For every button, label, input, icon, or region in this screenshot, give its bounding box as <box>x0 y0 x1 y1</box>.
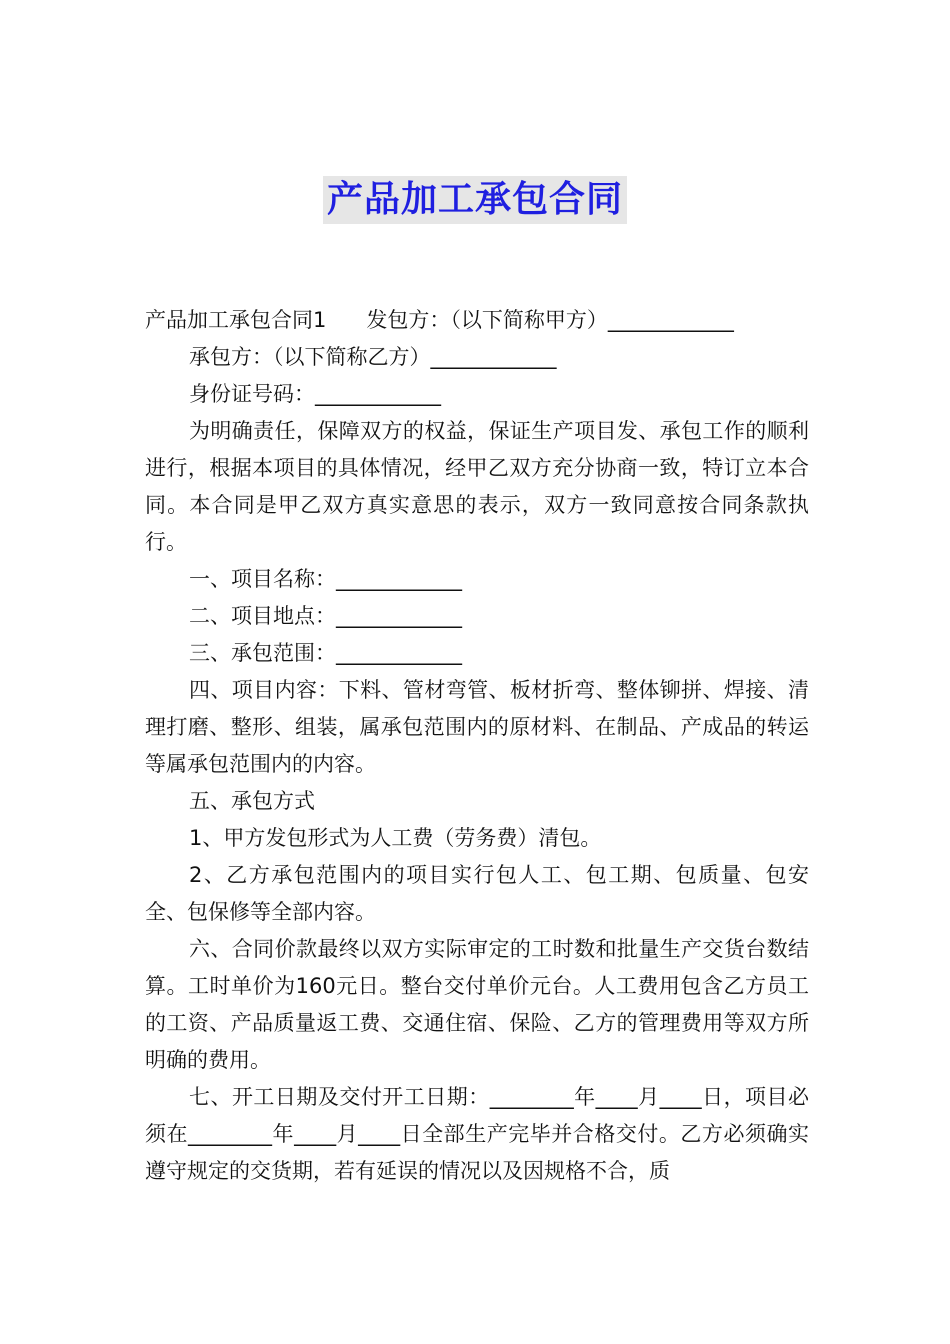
item-contract-price: 六、合同价款最终以双方实际审定的工时数和批量生产交货台数结算。工时单价为160元日。整台交付单价元台。人工费用包含乙方员工的工资、产品质量返工费、交通住宿、保险、乙方的管理费用等双方所明确的费用。 <box>145 937 809 1072</box>
item-contract-method-1: 1、甲方发包形式为人工费（劳务费）清包。 <box>189 826 602 850</box>
item-contract-scope: 三、承包范围：____________ <box>189 641 462 665</box>
contract-heading: 产品加工承包合同1 <box>145 308 327 332</box>
item-contract-method-2: 2、乙方承包范围内的项目实行包人工、包工期、包质量、包安全、包保修等全部内容。 <box>145 863 809 924</box>
document-body <box>145 302 809 1190</box>
intro-paragraph: 为明确责任，保障双方的权益，保证生产项目发、承包工作的顺利进行，根据本项目的具体情况，经甲乙双方充分协商一致，特订立本合同。本合同是甲乙双方真实意思的表示，双方一致同意按合同条款执行。 <box>145 419 809 554</box>
issuer-line: 发包方：（以下简称甲方）____________ <box>366 308 734 332</box>
item-start-date: 七、开工日期及交付开工日期：________年____月____日，项目必须在________年____月____日全部生产完毕并合格交付。乙方必须确实遵守规定的交货期，若有延误的情况以及因规格不合，质 <box>145 1085 809 1183</box>
item-project-location: 二、项目地点：____________ <box>189 604 462 628</box>
item-project-name: 一、项目名称：____________ <box>189 567 462 591</box>
contractor-line: 承包方：（以下简称乙方）____________ <box>189 345 557 369</box>
item-contract-method: 五、承包方式 <box>189 789 315 813</box>
id-number-line: 身份证号码：____________ <box>189 382 441 406</box>
paragraph-first-line <box>145 302 809 339</box>
document-title: 产品加工承包合同 <box>323 176 627 224</box>
title-container <box>0 176 950 224</box>
item-project-content: 四、项目内容：下料、管材弯管、板材折弯、整体铆拼、焊接、清理打磨、整形、组装，属承包范围内的原材料、在制品、产成品的转运等属承包范围内的内容。 <box>145 678 809 776</box>
